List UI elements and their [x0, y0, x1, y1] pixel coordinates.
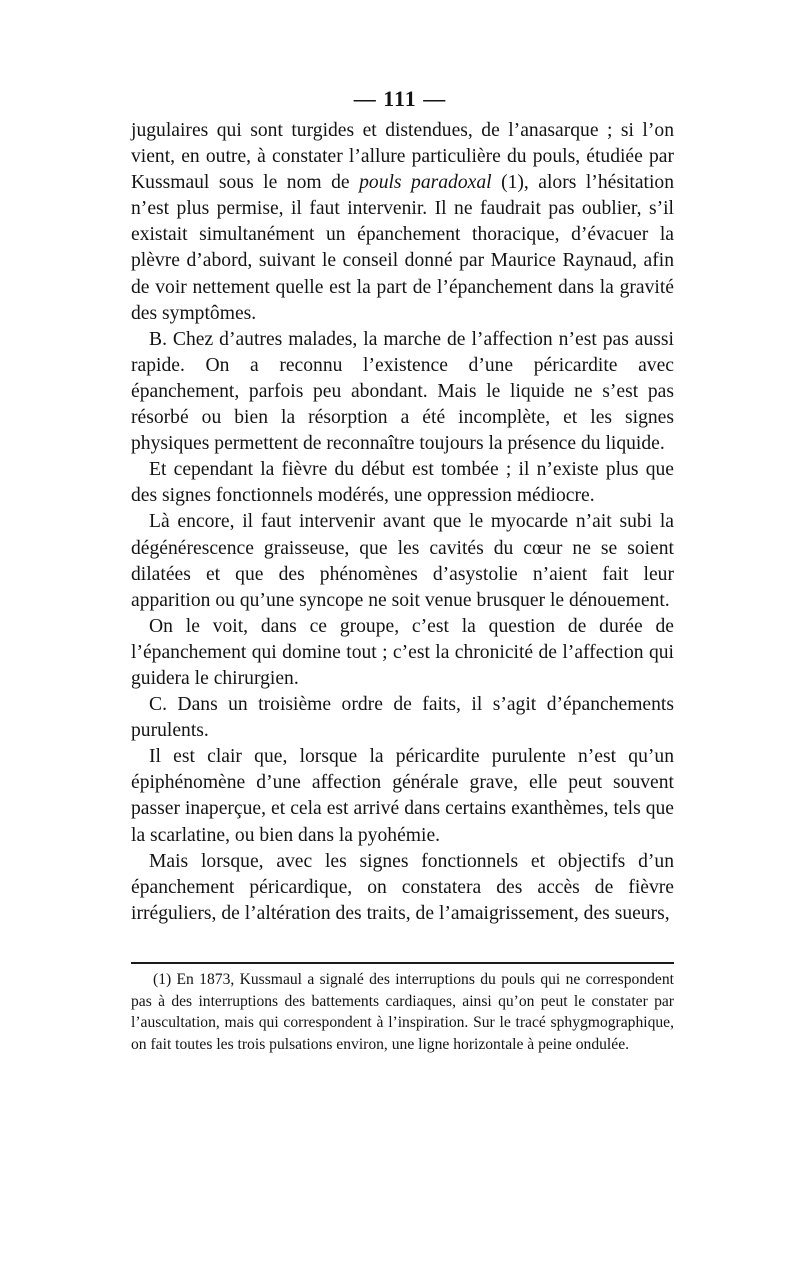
paragraph: Il est clair que, lorsque la péricardite purulente n’est qu’un épiphénomène d’une affection générale grave, elle peut souvent passer inaperçue, et cela est arrivé dans certains exanthèmes, tels que la scarlatine, ou bien dans la pyohémie. [131, 746, 674, 846]
paragraph-section-b: B. Chez d’autres malades, la marche de l’affection n’est pas aussi rapide. On a reconnu l’existence d’une péricardite avec épanchement, parfois peu abondant. Mais le liquide ne s’est pas résorbé ou bien la résorption a été incomplète, et les signes physiques permettent de reconnaître toujours la présence du liquide. [131, 328, 674, 455]
paragraph-continuation: jugulaires qui sont turgides et distendues, de l’anasarque ; si l’on vient, en outre, à constater l’allure particulière du pouls, étudiée par Kussmaul sous le nom de pouls paradoxal (1), alors l’hésitation n’est plus permise, il faut intervenir. Il ne faudrait pas oublier, s’il existait simultanément un épanchement thoracique, d’évacuer la plèvre d’abord, suivant le conseil donné par Maurice Raynaud, afin de voir nettement quelle est la part de l’épanchement dans la gravité des symptômes. [131, 120, 675, 324]
paragraph: Là encore, il faut intervenir avant que le myocarde n’ait subi la dégénérescence graisseuse, que les cavités du cœur ne se soient dilatées et que des phénomènes d’asystolie n’aient fait leur apparition ou qu’une syncope ne soit venue brusquer le dénouement. [131, 511, 674, 611]
footnote-divider [131, 962, 674, 964]
paragraph: On le voit, dans ce groupe, c’est la question de durée de l’épanchement qui domine tout ; c’est la chronicité de l’affection qui guidera le chirurgien. [131, 615, 674, 689]
page-number: — 111 — [353, 86, 447, 111]
paragraph-last: Mais lorsque, avec les signes fonctionnels et objectifs d’un épanchement péricardique, on constatera des accès de fièvre irréguliers, de l’altération des traits, de l’amaigrissement, des sueurs, [131, 850, 674, 924]
italic-term: pouls paradoxal [359, 172, 492, 194]
body-text [131, 118, 674, 927]
footnote: (1) En 1873, Kussmaul a signalé des interruptions du pouls qui ne correspondent pas à des interruptions des battements cardiaques, ainsi qu’on peut le constater par l’auscultation, mais qui correspondent à l’inspiration. Sur le tracé sphygmographique, on fait toutes les trois pulsations environ, une ligne horizontale à peine ondulée. [131, 971, 674, 1053]
paragraph: Et cependant la fièvre du début est tombée ; il n’existe plus que des signes fonctionnels modérés, une oppression médiocre. [131, 459, 674, 507]
paragraph-section-c: C. Dans un troisième ordre de faits, il s’agit d’épanchements purulents. [131, 694, 674, 742]
